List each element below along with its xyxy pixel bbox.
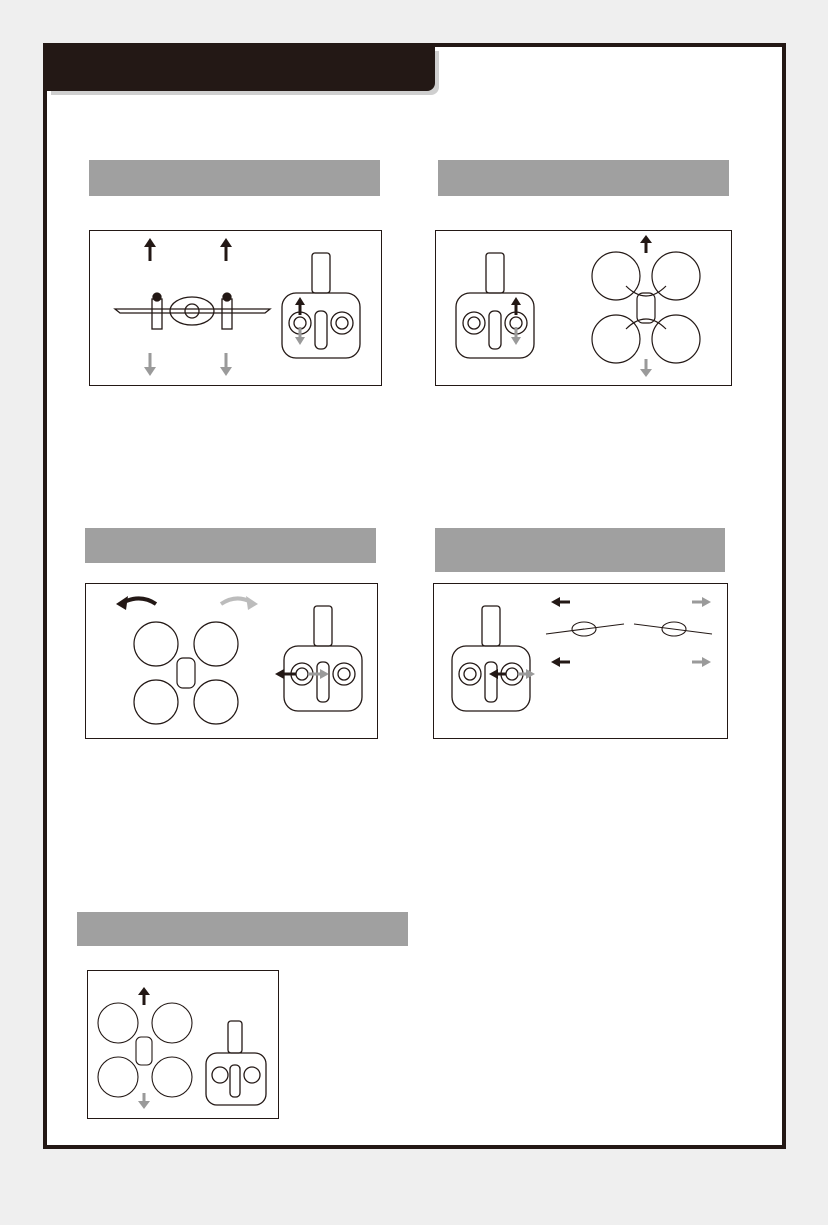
arrow-left-icon — [275, 669, 296, 679]
remote-control-icon — [282, 253, 360, 358]
drone-top-icon — [134, 622, 238, 724]
section-bar-ascend-descend — [89, 160, 380, 196]
arrow-right-icon — [518, 597, 711, 679]
arrow-up-icon — [144, 238, 232, 261]
illustration-forward-backward — [436, 231, 731, 385]
panel-trim — [87, 970, 279, 1119]
illustration-trim — [88, 971, 278, 1118]
remote-control-icon — [206, 1021, 266, 1105]
arrow-down-icon — [144, 353, 232, 376]
section-bar-sideways — [435, 528, 725, 572]
illustration-rotate — [86, 584, 377, 738]
remote-control-icon — [456, 253, 534, 358]
arrow-right-icon — [308, 669, 329, 679]
drone-top-icon — [592, 252, 700, 363]
panel-rotate — [85, 583, 378, 739]
section-bar-rotate — [85, 528, 376, 563]
arrow-down-icon — [640, 359, 652, 377]
arrow-up-icon — [138, 987, 150, 1005]
section-bar-forward-backward — [438, 160, 729, 196]
remote-control-icon — [284, 606, 362, 711]
drone-side-icon — [115, 293, 270, 329]
panel-forward-backward — [435, 230, 732, 386]
panel-ascend-descend — [89, 230, 382, 386]
panel-sideways — [433, 583, 728, 739]
header-tab — [47, 47, 435, 91]
illustration-ascend-descend — [90, 231, 381, 385]
illustration-sideways — [434, 584, 727, 738]
rotate-arrow-icon — [116, 596, 258, 610]
remote-control-icon — [452, 606, 530, 711]
drone-top-icon — [98, 1003, 192, 1097]
drone-side-icon — [546, 622, 712, 636]
section-bar-trim — [77, 912, 408, 946]
arrow-up-icon — [640, 235, 652, 253]
arrow-down-icon — [138, 1093, 150, 1109]
